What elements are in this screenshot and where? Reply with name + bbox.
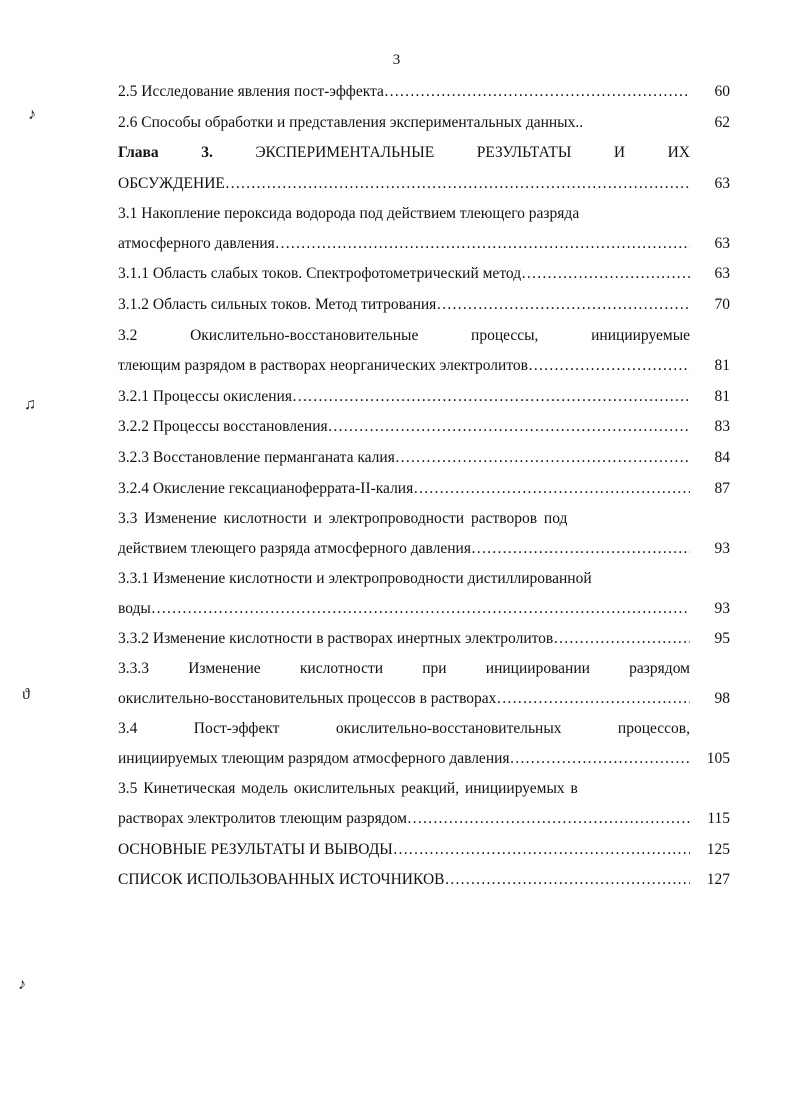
toc-entry xyxy=(118,629,730,649)
toc-title: растворах электролитов тлеющим разрядом xyxy=(118,810,407,827)
toc-title: атмосферного давления xyxy=(118,235,275,252)
toc-title: 3.2.2 Процессы восстановления xyxy=(118,418,328,435)
toc-page: 81 xyxy=(714,357,730,374)
toc-title: ОСНОВНЫЕ РЕЗУЛЬТАТЫ И ВЫВОДЫ xyxy=(118,841,393,858)
toc-entry xyxy=(118,870,730,890)
toc-title: 2.5 Исследование явления пост-эффекта xyxy=(118,83,384,100)
toc-word: окислительно-восстановительных xyxy=(335,720,562,737)
margin-mark: ♫ xyxy=(24,396,36,413)
toc-title: действием тлеющего разряда атмосферного давления xyxy=(118,540,471,557)
toc-entry xyxy=(118,599,730,619)
toc-word: инициировании xyxy=(485,660,590,677)
toc-word: процессы, xyxy=(471,327,539,344)
toc-title: 3.1.1 Область слабых токов. Спектрофотометрический метод xyxy=(118,265,522,282)
toc-page: 63 xyxy=(714,175,730,192)
toc-page: 60 xyxy=(714,83,730,100)
toc-page: 83 xyxy=(714,418,730,435)
toc-entry xyxy=(118,295,730,315)
toc-page: 87 xyxy=(714,480,730,497)
toc-word: 3.2 xyxy=(118,327,138,344)
toc-title: 3.3.1 Изменение кислотности и электропроводности дистиллированной xyxy=(118,570,592,587)
toc-title: окислительно-восстановительных процессов в растворах xyxy=(118,690,497,707)
toc-page: 125 xyxy=(706,841,730,858)
toc-title: 3.2.4 Окисление гексацианоферрата-II-калия xyxy=(118,480,414,497)
margin-mark: ϑ xyxy=(22,686,30,703)
toc-page: 98 xyxy=(714,690,730,707)
toc-word: Окислительно-восстановительные xyxy=(190,327,419,344)
toc-title: 3.5 Кинетическая модель окислительных реакций, инициируемых в xyxy=(118,780,578,797)
toc-entry xyxy=(118,113,730,133)
toc-word: при xyxy=(422,660,447,677)
toc-word: РЕЗУЛЬТАТЫ xyxy=(476,144,572,161)
toc-title: ОБСУЖДЕНИЕ xyxy=(118,175,225,192)
toc-entry xyxy=(118,448,730,468)
toc-entry xyxy=(118,479,730,499)
toc-page: 95 xyxy=(714,630,730,647)
toc-entry xyxy=(118,417,730,437)
toc-entry xyxy=(118,840,730,860)
toc-title: СПИСОК ИСПОЛЬЗОВАННЫХ ИСТОЧНИКОВ xyxy=(118,871,445,888)
toc-title: воды xyxy=(118,600,151,617)
toc-title: 3.1 Накопление пероксида водорода под действием тлеющего разряда xyxy=(118,205,580,222)
toc-word: Пост-эффект xyxy=(193,720,280,737)
toc-entry xyxy=(118,387,730,407)
toc-title: 3.2.1 Процессы окисления xyxy=(118,388,292,405)
toc-page: 84 xyxy=(714,449,730,466)
toc-entry xyxy=(118,809,730,829)
toc-word: разрядом xyxy=(629,660,690,677)
toc-word: кислотности xyxy=(299,660,384,677)
toc-page: 93 xyxy=(714,540,730,557)
toc-page: 62 xyxy=(714,114,730,131)
toc-entry xyxy=(118,749,730,769)
toc-entry xyxy=(118,234,730,254)
toc-title: 3.2.3 Восстановление перманганата калия xyxy=(118,449,395,466)
toc-page: 70 xyxy=(714,296,730,313)
margin-mark: ♪ xyxy=(18,976,26,993)
toc-title: 2.6 Способы обработки и представления экспериментальных данных.. xyxy=(118,114,584,131)
toc-word: Глава xyxy=(118,144,159,161)
toc-title: 3.1.2 Область сильных токов. Метод титрования xyxy=(118,296,437,313)
toc-entry xyxy=(118,509,730,529)
toc-entry xyxy=(118,174,730,194)
toc-entry xyxy=(118,326,730,346)
toc-word: Изменение xyxy=(188,660,261,677)
toc-entry xyxy=(118,779,730,799)
page-number: 3 xyxy=(392,52,401,68)
toc-entry xyxy=(118,82,730,102)
toc-title: 3.3.2 Изменение кислотности в растворах инертных электролитов xyxy=(118,630,554,647)
toc-word: 3.4 xyxy=(118,720,138,737)
toc-entry xyxy=(118,356,730,376)
toc-entry xyxy=(118,689,730,709)
toc-entry xyxy=(118,539,730,559)
toc-page: 63 xyxy=(714,265,730,282)
toc-entry xyxy=(118,264,730,284)
toc-title: тлеющим разрядом в растворах неорганических электролитов xyxy=(118,357,528,374)
toc-word: 3. xyxy=(201,144,213,161)
toc-entry xyxy=(118,204,730,224)
toc-word: инициируемые xyxy=(591,327,690,344)
toc-word: ИХ xyxy=(667,144,690,161)
toc-word: 3.3.3 xyxy=(118,660,149,677)
toc-entry xyxy=(118,569,730,589)
margin-mark: ♪ xyxy=(28,106,36,123)
toc-page: 63 xyxy=(714,235,730,252)
toc-word: И xyxy=(613,144,626,161)
toc-page: 127 xyxy=(706,871,730,888)
toc-page: 81 xyxy=(714,388,730,405)
toc-title: 3.3 Изменение кислотности и электропроводности растворов под xyxy=(118,510,568,527)
toc-title: инициируемых тлеющим разрядом атмосферного давления xyxy=(118,750,510,767)
toc-page: 115 xyxy=(707,810,730,827)
toc-entry xyxy=(118,719,730,739)
toc-page: 93 xyxy=(714,600,730,617)
toc-entry xyxy=(118,659,730,679)
toc-word: ЭКСПЕРИМЕНТАЛЬНЫЕ xyxy=(255,144,435,161)
toc-word: процессов, xyxy=(617,720,690,737)
toc-page: 105 xyxy=(706,750,730,767)
toc-entry xyxy=(118,143,730,163)
